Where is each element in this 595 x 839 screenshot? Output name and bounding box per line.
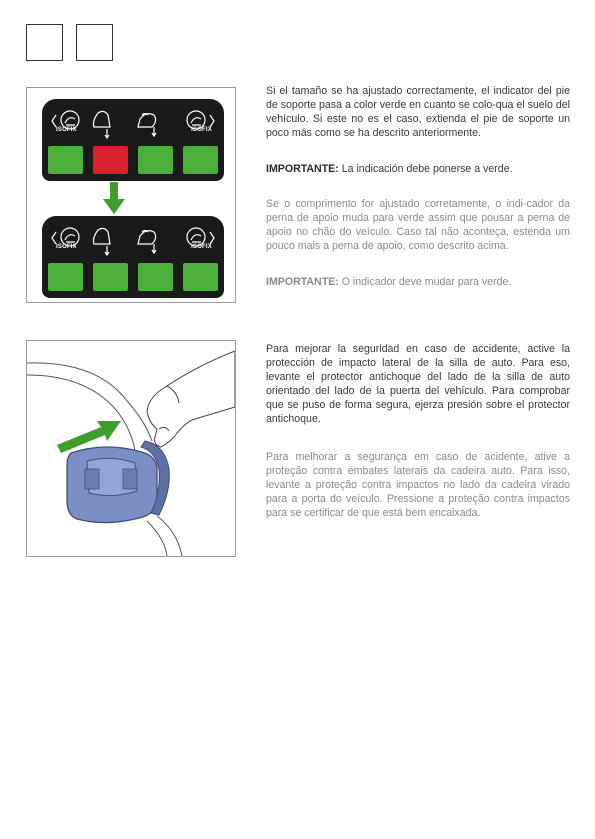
support-leg-seat-icon bbox=[94, 228, 111, 255]
indicator-panel-figure bbox=[26, 87, 236, 303]
indicator-green bbox=[48, 263, 83, 291]
indicator-red bbox=[93, 146, 128, 174]
important-label: IMPORTANTE: bbox=[266, 276, 339, 288]
arrow-down-icon bbox=[103, 182, 125, 214]
seat-icons-row bbox=[50, 222, 216, 258]
indicator-lights-row bbox=[48, 146, 218, 174]
indicator-green bbox=[183, 146, 218, 174]
chevron-left-icon bbox=[52, 232, 56, 244]
empty-checkbox-square bbox=[26, 24, 63, 61]
side-impact-illustration bbox=[27, 341, 235, 556]
text-block-pt-1 bbox=[266, 197, 570, 253]
support-leg-seat-icon bbox=[94, 111, 111, 138]
text-block-pt-important bbox=[266, 275, 570, 289]
indicator-panel-before bbox=[42, 99, 224, 181]
text-block-es-important bbox=[266, 162, 570, 176]
important-text: O indicador deve mudar para verde. bbox=[338, 276, 512, 288]
indicator-green bbox=[138, 146, 173, 174]
paragraph-es-side-impact: Para mejorar la seguridad en caso de accidente, active la protección de impacto lateral de la silla de auto. Para eso, levante el protector antichoque del lado de la silla de auto orientado del lado de la puerta del vehículo. Para comprobar que se puso de forma segura, ejerza presión sobre el protector antichoque. bbox=[266, 343, 570, 425]
side-impact-protector-figure bbox=[26, 340, 236, 557]
indicator-lights-row bbox=[48, 263, 218, 291]
indicator-panel-after bbox=[42, 216, 224, 298]
indicator-green bbox=[48, 146, 83, 174]
chevron-left-icon bbox=[52, 115, 56, 127]
side-impact-protector-icon bbox=[67, 441, 169, 523]
seat-with-leg-icon bbox=[138, 231, 156, 254]
text-block-pt-2 bbox=[266, 450, 570, 520]
seat-with-leg-icon bbox=[138, 114, 156, 137]
chevron-right-icon bbox=[210, 232, 214, 244]
text-block-es-2 bbox=[266, 342, 570, 426]
paragraph-pt-side-impact: Para melhorar a segurança em caso de acidente, ative a proteção contra embates laterais da cadeira auto. Para isso, levante a proteção contra impactos no lado da cadeira virado para a porta do veículo. Pressione a proteção contra impactos para se certificar de que está bem encaixada. bbox=[266, 451, 570, 519]
isofix-label: ISOFIX bbox=[56, 244, 77, 250]
important-label: IMPORTANTE: bbox=[266, 163, 339, 175]
seat-icons-row bbox=[50, 105, 216, 141]
empty-checkbox-square bbox=[76, 24, 113, 61]
indicator-green bbox=[93, 263, 128, 291]
paragraph-es-indicator: Si el tamaño se ha ajustado correctamente, el indicator del pie de soporte pasa a color verde en cuanto se colo-qua el suelo del vehículo. Si este no es el caso, extienda el pie de soporte un poco más como se ha descrito anteriormente. bbox=[266, 85, 570, 139]
chevron-right-icon bbox=[210, 115, 214, 127]
text-block-es-1 bbox=[266, 84, 570, 140]
indicator-green bbox=[183, 263, 218, 291]
isofix-label: ISOFIX bbox=[56, 127, 77, 133]
important-text: La indicación debe ponerse a verde. bbox=[338, 163, 513, 175]
paragraph-pt-indicator: Se o comprimento for ajustado corretamente, o indi-cador da perna de apoio muda para verde assim que pousar a perna de apoio no chão do veículo. Caso tal não aconteça, estenda um pouco mais a perna de apoio, como descrito acima. bbox=[266, 198, 570, 252]
hand-illustration bbox=[147, 351, 235, 447]
indicator-green bbox=[138, 263, 173, 291]
isofix-label: ISOFIX bbox=[191, 244, 212, 250]
isofix-label: ISOFIX bbox=[191, 127, 212, 133]
